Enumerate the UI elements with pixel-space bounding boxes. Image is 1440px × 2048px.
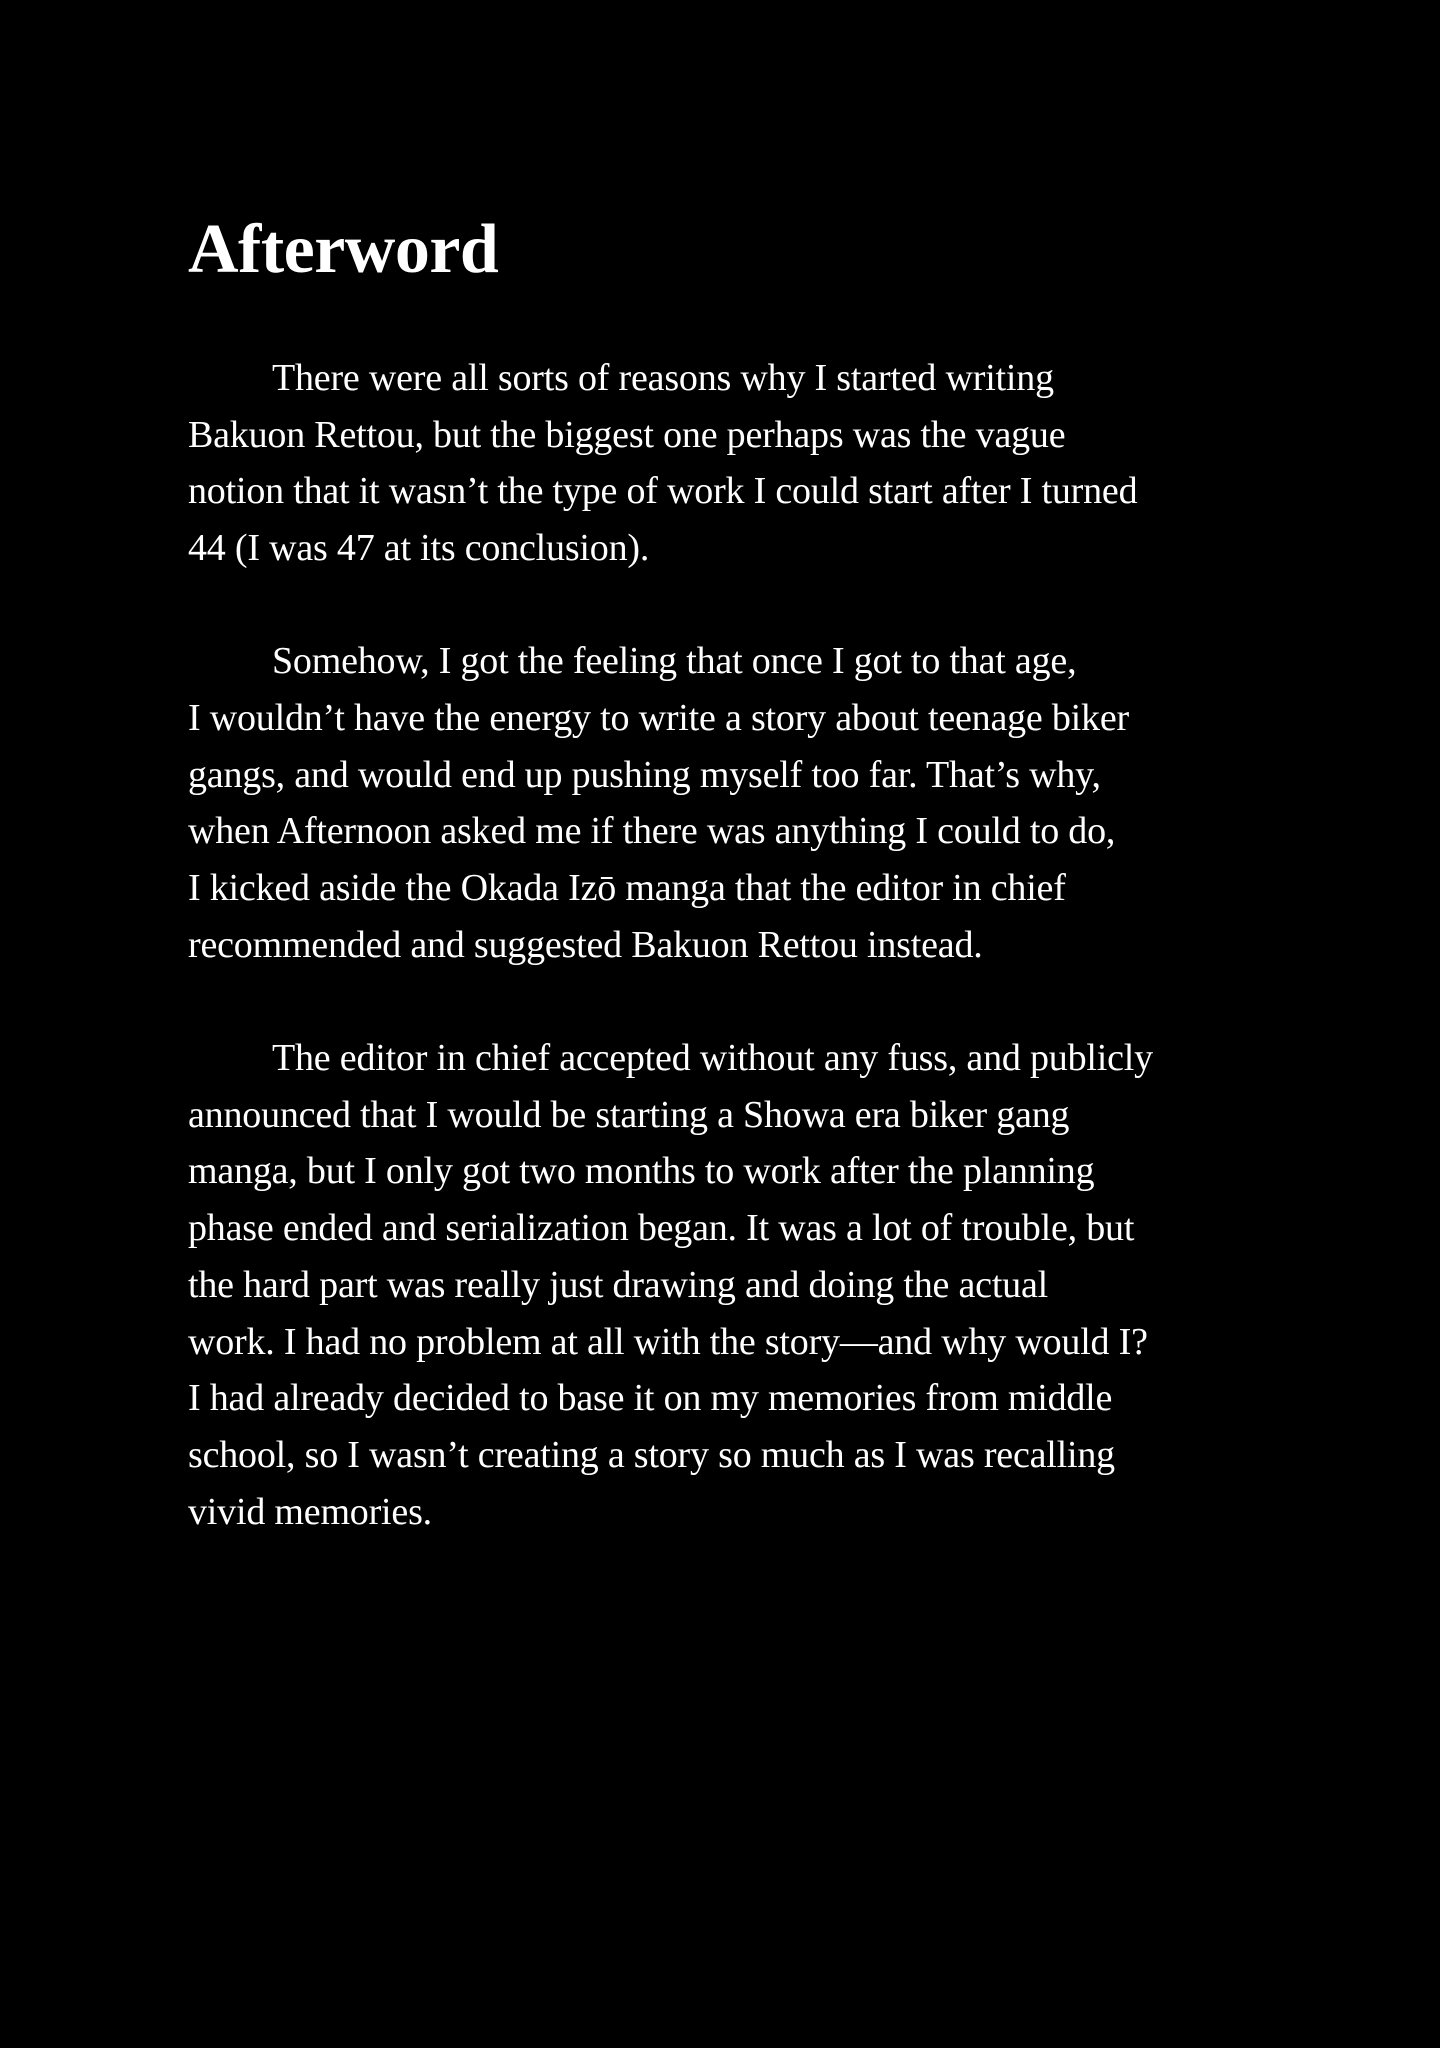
paragraph-3: The editor in chief accepted without any fuss, and publicly announced that I would be starting a Showa era biker gang manga, but I only got two months to work after the planning phase ended and serialization began. It was a lot of trouble, but the hard part was really just drawing and doing the actual work. I had no problem at all with the story—and why would I? I had already decided to base it on my memories from middle school, so I wasn’t creating a story so much as I was recalling vivid memories. <box>188 1037 1153 1533</box>
page-content <box>188 205 1268 1540</box>
body-text <box>188 350 1268 1540</box>
page-title: Afterword <box>188 211 499 288</box>
paragraph-1: There were all sorts of reasons why I started writing Bakuon Rettou, but the biggest one perhaps was the vague notion that it wasn’t the type of work I could start after I turned 44 (I was 47 at its conclusion). <box>188 357 1138 570</box>
paragraph-2: Somehow, I got the feeling that once I got to that age, I wouldn’t have the energy to write a story about teenage biker gangs, and would end up pushing myself too far. That’s why, when Afternoon asked me if there was anything I could to do, I kicked aside the Okada Izō manga that the editor in chief recommended and suggested Bakuon Rettou instead. <box>188 640 1129 966</box>
